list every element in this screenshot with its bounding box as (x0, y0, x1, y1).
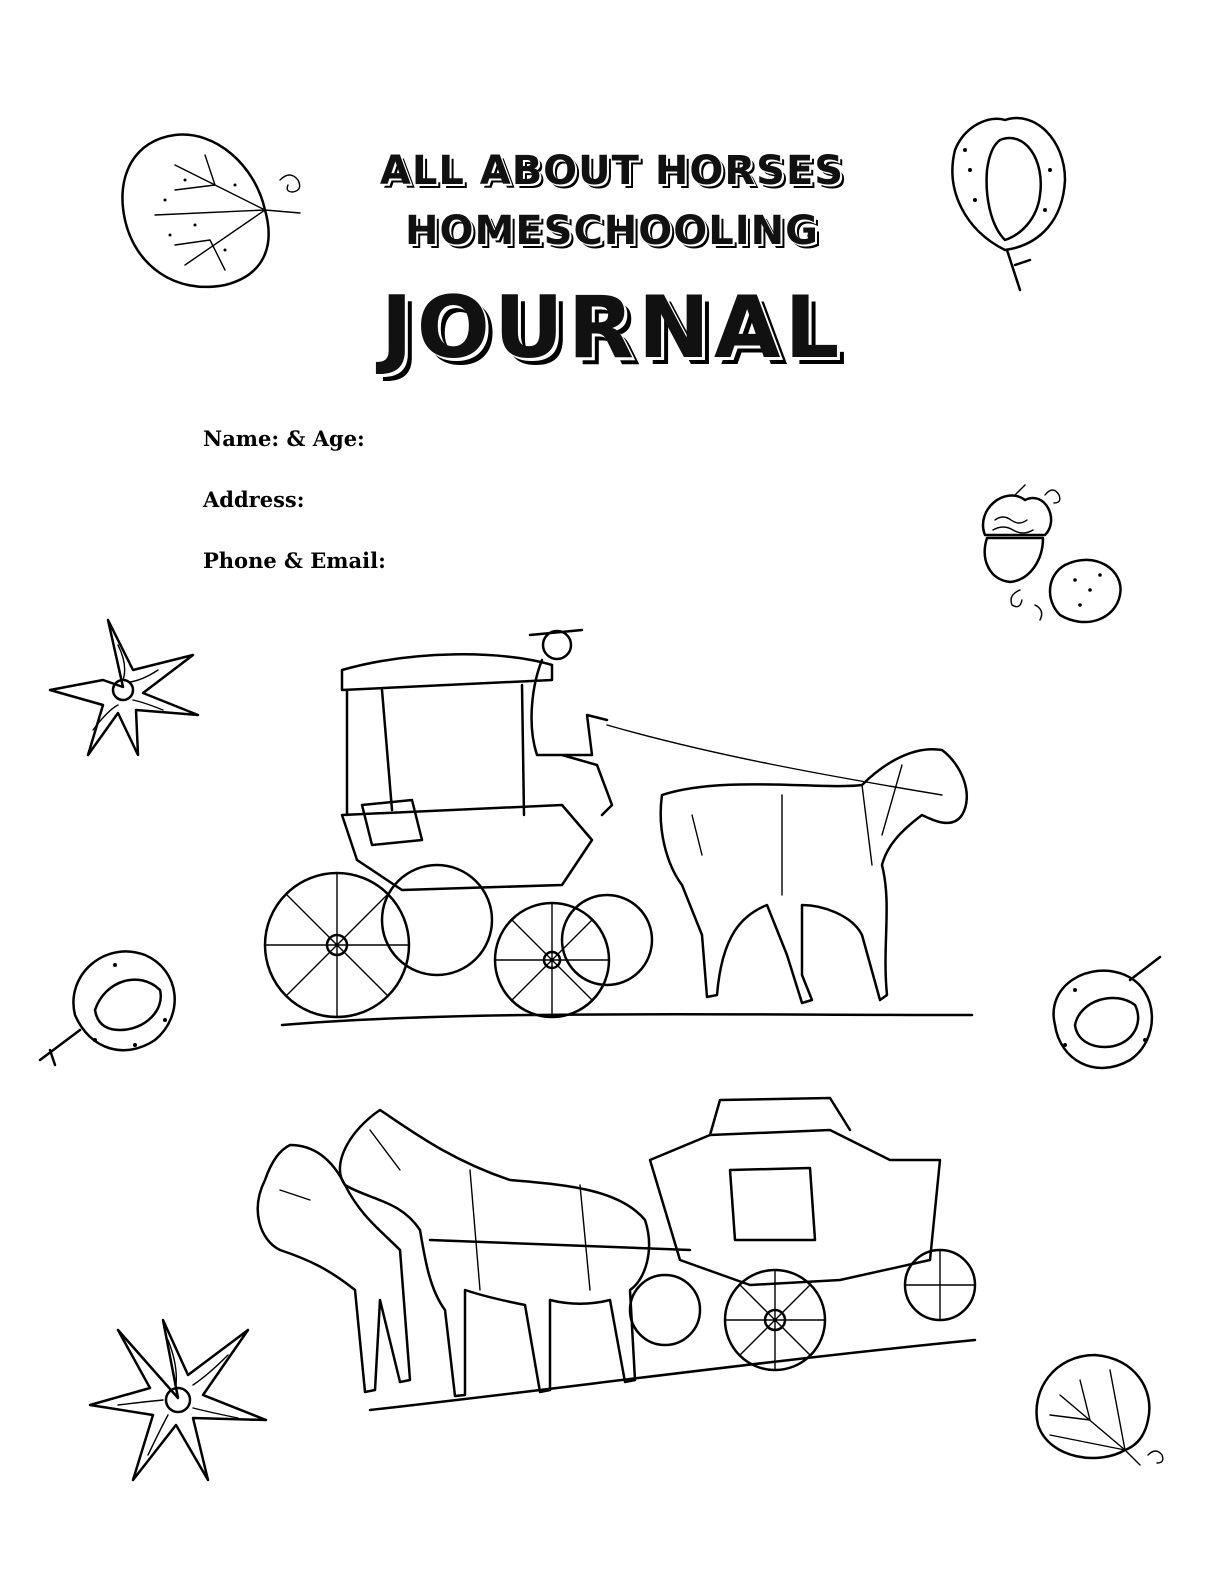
leaf-icon (1030, 1350, 1165, 1470)
chestnut-icon (35, 935, 185, 1070)
flower-icon (88, 1310, 268, 1485)
address-label: Address: (203, 487, 305, 512)
carriage-illustration-top (262, 615, 977, 1035)
phone-email-label: Phone & Email: (203, 548, 386, 573)
chestnut-icon (945, 100, 1075, 295)
title-journal: JOURNAL (380, 278, 844, 378)
chestnut-icon (1035, 955, 1170, 1080)
title-line-2: HOMESCHOOLING (405, 208, 819, 254)
acorn-icon (965, 480, 1130, 630)
flower-icon (48, 615, 198, 760)
carriage-illustration-bottom (250, 1090, 980, 1425)
title-line-1: ALL ABOUT HORSES (379, 148, 845, 194)
name-age-label: Name: & Age: (203, 426, 365, 451)
leaf-icon (115, 125, 305, 295)
